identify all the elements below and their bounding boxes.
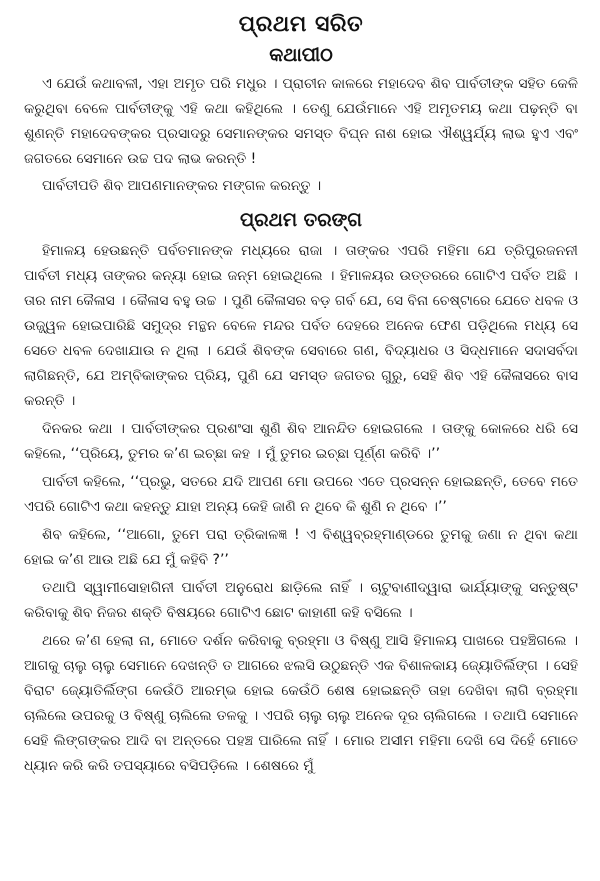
paragraph-dinakar: ଦିନକର କଥା । ପାର୍ବତୀଙ୍କର ପ୍ରଶଂସା ଶୁଣି ଶିବ ଆନନ୍ଦିତ ହୋଇଗଲେ । ତାଙ୍କୁ କୋଳରେ ଧରି ସେ କହିଲେ, ‘‘ପ୍ରିୟେ, ତୁମର କ’ଣ ଇଚ୍ଛା କହ । ମୁଁ ତୁମର ଇଚ୍ଛା ପୂର୍ଣ୍ଣ କରିବି ।’’: [24, 421, 578, 462]
paragraph-intro: ଏ ଯେଉଁ କଥାବଳୀ, ଏହା ଅମୃତ ପରି ମଧୁର । ପ୍ରାଚୀନ କାଳରେ ମହାଦେବ ଶିବ ପାର୍ବତୀଙ୍କ ସହିତ କେଳି କରୁଥିବା ବେଳେ ପାର୍ବତୀଙ୍କୁ ଏହି କଥା କହିଥିଲେ । ତେଣୁ ଯେଉଁମାନେ ଏହି ଅମୃତମୟ କଥା ପଢ଼ନ୍ତି ବା ଶୁଣନ୍ତି ମହାଦେବଙ୍କର ପ୍ରସାଦରୁ ସେମାନଙ୍କର ସମସ୍ତ ବିଘ୍ନ ନାଶ ହୋଇ ଐଶ୍ୱର୍ଯ୍ୟ ଲାଭ ହୁଏ ଏବଂ ଜଗତରେ ସେମାନେ ଉଚ୍ଚ ପଦ ଲାଭ କରନ୍ତି !: [24, 76, 578, 167]
paragraph-blessing: ପାର୍ବତୀପତି ଶିବ ଆପଣମାନଙ୍କର ମଙ୍ଗଳ କରନ୍ତୁ ।: [42, 178, 322, 194]
paragraph-shiva-reply: ଶିବ କହିଲେ, ‘‘ଆଗୋ, ତୁମେ ପରା ତ୍ରିକାଳଜ୍ଞ ! ଏ ବିଶ୍ୱବ୍ରହ୍ମାଣ୍ଡରେ ତୁମକୁ ଜଣା ନ ଥିବା କଥା ହୋଇ କ’ଣ ଆଉ ଅଛି ଯେ ମୁଁ କହିବି ?’’: [24, 527, 578, 568]
paragraph-himalaya: ହିମାଳୟ ହେଉଛନ୍ତି ପର୍ବତମାନଙ୍କ ମଧ୍ୟରେ ରାଜା । ତାଙ୍କର ଏପରି ମହିମା ଯେ ତ୍ରିପୁରଜନନୀ ପାର୍ବତୀ ମଧ୍ୟ ତାଙ୍କର କନ୍ୟା ହୋଇ ଜନ୍ମ ହୋଇଥିଲେ । ହିମାଳୟର ଉତ୍ତରରେ ଗୋଟିଏ ପର୍ବତ ଅଛି । ତାର ନାମ କୈଳାସ । କୈଳାସ ବହୁ ଉଚ୍ଚ । ପୁଣି କୈଳାସର ବଡ଼ ଗର୍ବ ଯେ, ସେ ବିନା ଚେଷ୍ଟାରେ ଯେତେ ଧବଳ ଓ ଉଜ୍ଜ୍ୱଳ ହୋଇପାରିଛି ସମୁଦ୍ର ମନ୍ଥନ ବେଳେ ମନ୍ଦର ପର୍ବତ ଦେହରେ ଅନେକ ଫେଣ ପଡ଼ିଥିଲେ ମଧ୍ୟ ସେ ସେତେ ଧବଳ ଦେଖାଯାଉ ନ ଥିଲା । ଯେଉଁ ଶିବଙ୍କ ସେବାରେ ଗଣ, ବିଦ୍ୟାଧର ଓ ସିଦ୍ଧମାନେ ସଦାସର୍ବଦା ଲାଗିଛନ୍ତି, ଯେ ଅମ୍ବିକାଙ୍କର ପ୍ରିୟ, ପୁଣି ଯେ ସମସ୍ତ ଜଗତର ଗୁରୁ, ସେହି ଶିବ ଏହି କୈଳାସରେ ବାସ କରନ୍ତି ।: [24, 243, 578, 409]
section-title-kathapitha: କଥାପୀଠ: [269, 44, 333, 66]
paragraph-story-begins: ତଥାପି ସ୍ୱାମୀସୋହାଗିନୀ ପାର୍ବତୀ ଅନୁରୋଧ ଛାଡ଼ିଲେ ନାହିଁ । ଚାଟୁବାଣୀଦ୍ୱାରା ଭାର୍ଯ୍ୟାଙ୍କୁ ସନ୍ତୁଷ୍ଟ କରିବାକୁ ଶିବ ନିଜର ଶକ୍ତି ବିଷୟରେ ଗୋଟିଏ ଛୋଟ କାହାଣୀ କହି ବସିଲେ ।: [24, 580, 578, 621]
chapter-title: ପ୍ରଥମ ସରିତ: [238, 12, 364, 37]
section-title-pratham-taranga: ପ୍ରଥମ ତରଙ୍ଗ: [240, 209, 362, 231]
paragraph-jyotirlinga: ଥରେ କ’ଣ ହେଲା ନା, ମୋତେ ଦର୍ଶନ କରିବାକୁ ବ୍ରହ୍ମା ଓ ବିଷ୍ଣୁ ଆସି ହିମାଳୟ ପାଖରେ ପହଞ୍ଚିଗଲେ । ଆଗକୁ ଚାଲୁ ଚାଲୁ ସେମାନେ ଦେଖନ୍ତି ତ ଆଗରେ ଝଲସି ଉଠୁଛନ୍ତି ଏକ ବିଶାଳକାୟ ଜ୍ୟୋତିର୍ଲିଙ୍ଗ । ସେହି ବିରାଟ ଜ୍ୟୋତିର୍ଲିଙ୍ଗ କେଉଁଠି ଆରମ୍ଭ ହୋଇ କେଉଁଠି ଶେଷ ହୋଇଛନ୍ତି ତାହା ଦେଖିବା ଲାଗି ବ୍ରହ୍ମା ଚାଲିଲେ ଉପରକୁ ଓ ବିଷ୍ଣୁ ଚାଲିଲେ ତଳକୁ । ଏପରି ଚାଲୁ ଚାଲୁ ଅନେକ ଦୂର ଚାଲିଗଲେ । ତଥାପି ସେମାନେ ସେହି ଲିଙ୍ଗଙ୍କର ଆଦି ବା ଅନ୍ତରେ ପହଞ୍ଚ ପାରିଲେ ନାହିଁ । ମୋର ଅସୀମ ମହିମା ଦେଖି ସେ ଦିହେଁ ମୋତେ ଧ୍ୟାନ କରି କରି ତପସ୍ୟାରେ ବସିପଡ଼ିଲେ । ଶେଷରେ ମୁଁ: [24, 633, 578, 774]
paragraph-parvati-request: ପାର୍ବତୀ କହିଲେ, ‘‘ପ୍ରଭୁ, ସତରେ ଯଦି ଆପଣ ମୋ ଉପରେ ଏତେ ପ୍ରସନ୍ନ ହୋଇଛନ୍ତି, ତେବେ ମତେ ଏପରି ଗୋଟିଏ କଥା କହନ୍ତୁ ଯାହା ଅନ୍ୟ କେହି ଜାଣି ନ ଥିବେ କି ଶୁଣି ନ ଥିବେ ।’’: [24, 474, 578, 515]
